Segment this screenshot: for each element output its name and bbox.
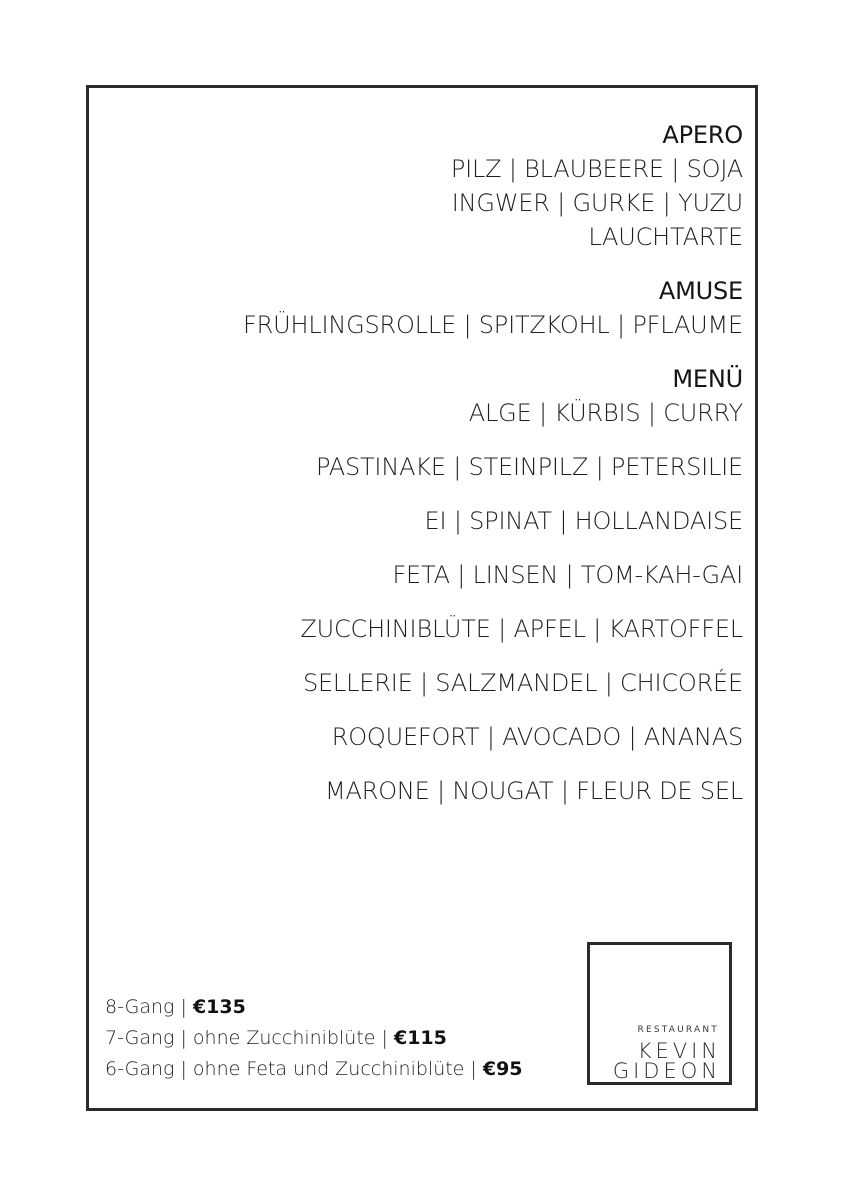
- logo-last-name: GIDEON: [612, 1059, 721, 1083]
- restaurant-logo: [587, 942, 732, 1085]
- menu-course: PASTINAKE | STEINPILZ | PETERSILIE: [315, 453, 743, 481]
- apero-item: LAUCHTARTE: [588, 223, 743, 251]
- menu-course: SELLERIE | SALZMANDEL | CHICORÉE: [302, 669, 743, 697]
- logo-restaurant-text: RESTAURANT: [637, 1025, 719, 1035]
- price-value: €115: [393, 1027, 447, 1049]
- apero-heading: APERO: [662, 121, 743, 149]
- price-label: 7-Gang | ohne Zucchiniblüte |: [105, 1027, 394, 1049]
- menu-course: FETA | LINSEN | TOM-KAH-GAI: [392, 561, 743, 589]
- menu-course: ZUCCHINIBLÜTE | APFEL | KARTOFFEL: [300, 615, 743, 643]
- menu-course: ROQUEFORT | AVOCADO | ANANAS: [331, 723, 743, 751]
- menu-course: ALGE | KÜRBIS | CURRY: [468, 399, 743, 427]
- menu-heading: MENÜ: [672, 365, 743, 393]
- price-label: 6-Gang | ohne Feta und Zucchiniblüte |: [105, 1058, 483, 1080]
- logo-first-name: KEVIN: [637, 1039, 721, 1063]
- price-list: [105, 992, 523, 1085]
- menu-course: MARONE | NOUGAT | FLEUR DE SEL: [325, 777, 743, 805]
- menu-course: EI | SPINAT | HOLLANDAISE: [424, 507, 743, 535]
- price-row: [105, 992, 523, 1023]
- price-value: €95: [482, 1058, 523, 1080]
- menu-section: [243, 362, 743, 808]
- apero-section: [243, 118, 743, 254]
- apero-item: INGWER | GURKE | YUZU: [451, 189, 743, 217]
- amuse-section: [243, 274, 743, 342]
- price-row: [105, 1023, 523, 1054]
- menu-listing: [243, 118, 743, 808]
- price-label: 8-Gang |: [105, 996, 193, 1018]
- apero-item: PILZ | BLAUBEERE | SOJA: [450, 155, 743, 183]
- amuse-heading: AMUSE: [658, 277, 743, 305]
- price-row: [105, 1054, 523, 1085]
- price-value: €135: [192, 996, 246, 1018]
- amuse-item: FRÜHLINGSROLLE | SPITZKOHL | PFLAUME: [243, 311, 743, 339]
